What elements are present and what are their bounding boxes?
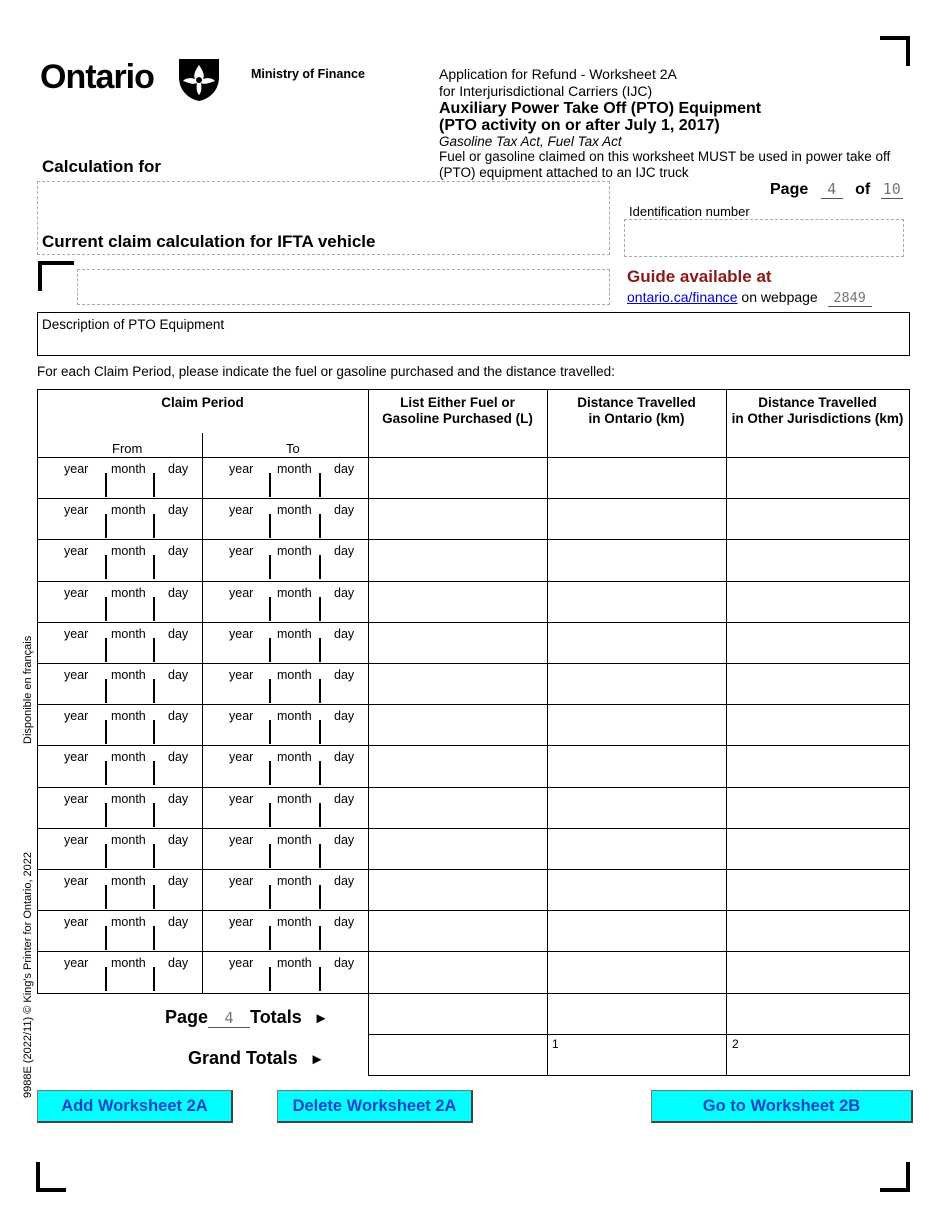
page-totals-totals: Totals — [250, 1007, 302, 1027]
claim-period-field[interactable] — [38, 582, 368, 622]
from-month-label: month — [111, 709, 146, 723]
claim-period-field[interactable] — [38, 829, 368, 869]
to-year-label: year — [229, 792, 254, 806]
to-month-label: month — [277, 956, 312, 970]
from-month-label: month — [111, 503, 146, 517]
to-day-label: day — [334, 874, 355, 888]
from-year-label: year — [64, 627, 89, 641]
on-webpage-label: on webpage — [741, 289, 818, 305]
fuel-purchased-field[interactable] — [369, 705, 547, 745]
from-month-label: month — [111, 915, 146, 929]
distance-ontario-field[interactable] — [548, 540, 726, 581]
to-day-label: day — [334, 627, 355, 641]
fuel-purchased-field[interactable] — [369, 788, 547, 828]
from-header: From — [112, 441, 143, 456]
from-year-label: year — [64, 915, 89, 929]
grand-total-fuel-field[interactable] — [369, 1035, 547, 1075]
claim-table — [37, 389, 910, 1076]
fuel-header-line-1: List Either Fuel or — [400, 395, 515, 410]
claim-period-field[interactable] — [38, 499, 368, 539]
other-column-header — [726, 395, 909, 427]
from-month-label: month — [111, 627, 146, 641]
to-month-label: month — [277, 709, 312, 723]
page-totals-arrow: ► — [313, 1010, 329, 1027]
table-border-right — [909, 389, 910, 1076]
distance-other-field[interactable] — [727, 540, 909, 581]
distance-other-field[interactable] — [727, 788, 909, 828]
to-year-label: year — [229, 956, 254, 970]
claim-period-field[interactable] — [38, 664, 368, 704]
ministry-name: Ministry of Finance — [251, 67, 365, 81]
grand-totals-ref-1: 1 — [552, 1037, 559, 1051]
to-year-label: year — [229, 462, 254, 476]
distance-ontario-field[interactable] — [548, 458, 726, 498]
fuel-purchased-field[interactable] — [369, 540, 547, 581]
header-note-2: (PTO) equipment attached to an IJC truck — [439, 165, 689, 180]
claim-title: Current claim calculation for IFTA vehicle — [42, 232, 376, 251]
to-day-label: day — [334, 462, 355, 476]
corner-mark-top-right — [880, 36, 910, 66]
to-month-label: month — [277, 874, 312, 888]
header-title-1: Auxiliary Power Take Off (PTO) Equipment — [439, 100, 762, 117]
claim-period-field[interactable] — [38, 540, 368, 581]
to-day-label: day — [334, 956, 355, 970]
to-month-label: month — [277, 750, 312, 764]
to-year-label: year — [229, 544, 254, 558]
page-totals-label — [165, 1007, 328, 1028]
from-month-label: month — [111, 833, 146, 847]
page-total-field[interactable]: 10 — [882, 180, 901, 198]
claim-period-field[interactable] — [38, 746, 368, 787]
form-header — [439, 66, 919, 181]
to-month-label: month — [277, 462, 312, 476]
page-totals-page: Page — [165, 1007, 209, 1027]
page-totals-num: 4 — [208, 1009, 250, 1028]
from-day-label: day — [168, 627, 189, 641]
claim-period-field[interactable] — [38, 911, 368, 951]
goto-worksheet-2b-button[interactable]: Go to Worksheet 2B — [651, 1090, 913, 1123]
to-month-label: month — [277, 915, 312, 929]
distance-ontario-field[interactable] — [548, 952, 726, 993]
from-day-label: day — [168, 792, 189, 806]
grand-total-other-field[interactable] — [727, 1035, 909, 1075]
guide-title: Guide available at — [627, 267, 772, 286]
fuel-header-line-2: Gasoline Purchased (L) — [382, 411, 533, 426]
corner-mark-bottom-left — [36, 1162, 66, 1192]
to-month-label: month — [277, 544, 312, 558]
guide-link[interactable]: ontario.ca/finance — [627, 289, 738, 305]
header-note-1: Fuel or gasoline claimed on this worksheet MUST be used in power take off — [439, 149, 891, 164]
corner-mark-bottom-right — [880, 1162, 910, 1192]
guide-link-line — [627, 289, 872, 307]
page-total-fuel-field[interactable] — [369, 994, 547, 1034]
from-year-label: year — [64, 709, 89, 723]
from-year-label: year — [64, 792, 89, 806]
fuel-purchased-field[interactable] — [369, 499, 547, 539]
other-header-line-1: Distance Travelled — [758, 395, 877, 410]
from-month-label: month — [111, 956, 146, 970]
page-total-ontario-field[interactable] — [548, 994, 726, 1034]
distance-other-field[interactable] — [727, 911, 909, 951]
distance-other-field[interactable] — [727, 746, 909, 787]
ontario-logo-text: Ontario — [40, 58, 154, 96]
page-of-label: of — [855, 181, 871, 198]
distance-ontario-field[interactable] — [548, 746, 726, 787]
distance-other-field[interactable] — [727, 705, 909, 745]
grand-total-ontario-field[interactable] — [548, 1035, 726, 1075]
distance-ontario-field[interactable] — [548, 788, 726, 828]
to-day-label: day — [334, 668, 355, 682]
to-day-label: day — [334, 709, 355, 723]
page-label: Page — [770, 181, 809, 198]
distance-other-field[interactable] — [727, 499, 909, 539]
distance-ontario-field[interactable] — [548, 870, 726, 910]
from-day-label: day — [168, 544, 189, 558]
from-month-label: month — [111, 750, 146, 764]
from-year-label: year — [64, 503, 89, 517]
header-line-2: for Interjurisdictional Carriers (IJC) — [439, 83, 653, 99]
from-month-label: month — [111, 544, 146, 558]
copyright-note: 9988E (2022/11) © King's Printer for Ontario, 2022 — [22, 851, 34, 1098]
from-year-label: year — [64, 668, 89, 682]
header-title-2: (PTO activity on or after July 1, 2017) — [439, 117, 720, 134]
calculation-for-label: Calculation for — [42, 157, 162, 176]
corner-mark-left — [38, 261, 74, 291]
to-year-label: year — [229, 503, 254, 517]
ontario-header-line-1: Distance Travelled — [577, 395, 696, 410]
distance-ontario-field[interactable] — [548, 705, 726, 745]
distance-ontario-field[interactable] — [548, 582, 726, 622]
trillium-logo-icon — [175, 55, 223, 103]
fuel-purchased-field[interactable] — [369, 458, 547, 498]
page-total-other-field[interactable] — [727, 994, 909, 1034]
from-month-label: month — [111, 668, 146, 682]
from-day-label: day — [168, 874, 189, 888]
to-month-label: month — [277, 668, 312, 682]
from-day-label: day — [168, 956, 189, 970]
to-month-label: month — [277, 503, 312, 517]
vehicle-field[interactable] — [77, 269, 610, 305]
fuel-purchased-field[interactable] — [369, 746, 547, 787]
from-day-label: day — [168, 503, 189, 517]
from-day-label: day — [168, 586, 189, 600]
to-year-label: year — [229, 668, 254, 682]
distance-other-field[interactable] — [727, 458, 909, 498]
claim-period-field[interactable] — [38, 788, 368, 828]
to-day-label: day — [334, 833, 355, 847]
from-year-label: year — [64, 462, 89, 476]
header-line-1: Application for Refund - Worksheet 2A — [439, 66, 677, 82]
other-header-line-2: in Other Jurisdictions (km) — [731, 411, 904, 426]
to-month-label: month — [277, 792, 312, 806]
fuel-purchased-field[interactable] — [369, 829, 547, 869]
fuel-purchased-field[interactable] — [369, 582, 547, 622]
claim-period-field[interactable] — [38, 458, 368, 498]
grand-totals-arrow: ► — [309, 1051, 325, 1068]
fuel-purchased-field[interactable] — [369, 870, 547, 910]
to-day-label: day — [334, 586, 355, 600]
distance-ontario-field[interactable] — [548, 829, 726, 869]
pto-description-label: Description of PTO Equipment — [42, 317, 225, 332]
claim-period-field[interactable] — [38, 952, 368, 993]
grand-totals-label — [188, 1048, 324, 1069]
to-day-label: day — [334, 792, 355, 806]
distance-ontario-field[interactable] — [548, 911, 726, 951]
add-worksheet-button[interactable]: Add Worksheet 2A — [37, 1090, 233, 1123]
page-indicator — [770, 180, 903, 199]
fuel-column-header — [368, 395, 547, 427]
distance-ontario-field[interactable] — [548, 499, 726, 539]
table-border-top — [37, 389, 910, 390]
from-year-label: year — [64, 956, 89, 970]
to-year-label: year — [229, 915, 254, 929]
instruction-text: For each Claim Period, please indicate the fuel or gasoline purchased and the distance travelled: — [37, 364, 615, 379]
from-year-label: year — [64, 586, 89, 600]
claim-period-field[interactable] — [38, 870, 368, 910]
fuel-purchased-field[interactable] — [369, 623, 547, 663]
from-year-label: year — [64, 544, 89, 558]
to-header: To — [286, 441, 300, 456]
to-month-label: month — [277, 586, 312, 600]
to-year-label: year — [229, 750, 254, 764]
distance-other-field[interactable] — [727, 870, 909, 910]
grand-totals-ref-2: 2 — [732, 1037, 739, 1051]
fuel-purchased-field[interactable] — [369, 664, 547, 704]
distance-other-field[interactable] — [727, 623, 909, 663]
header-acts: Gasoline Tax Act, Fuel Tax Act — [439, 134, 622, 149]
to-day-label: day — [334, 503, 355, 517]
to-day-label: day — [334, 544, 355, 558]
from-month-label: month — [111, 462, 146, 476]
identification-number-field[interactable] — [624, 219, 904, 257]
distance-ontario-field[interactable] — [548, 664, 726, 704]
claim-period-header: Claim Period — [161, 395, 244, 410]
ontario-column-header — [547, 395, 726, 427]
from-day-label: day — [168, 462, 189, 476]
to-year-label: year — [229, 709, 254, 723]
to-month-label: month — [277, 627, 312, 641]
from-day-label: day — [168, 833, 189, 847]
to-year-label: year — [229, 627, 254, 641]
distance-ontario-field[interactable] — [548, 623, 726, 663]
distance-other-field[interactable] — [727, 582, 909, 622]
identification-label: Identification number — [629, 204, 750, 219]
from-day-label: day — [168, 750, 189, 764]
to-day-label: day — [334, 915, 355, 929]
fuel-purchased-field[interactable] — [369, 952, 547, 993]
from-month-label: month — [111, 586, 146, 600]
fuel-purchased-field[interactable] — [369, 911, 547, 951]
ontario-header-line-2: in Ontario (km) — [588, 411, 685, 426]
from-month-label: month — [111, 792, 146, 806]
to-year-label: year — [229, 833, 254, 847]
to-year-label: year — [229, 874, 254, 888]
page-number-field[interactable]: 4 — [821, 180, 843, 199]
to-year-label: year — [229, 586, 254, 600]
from-day-label: day — [168, 915, 189, 929]
claim-period-field[interactable] — [38, 623, 368, 663]
from-year-label: year — [64, 833, 89, 847]
distance-other-field[interactable] — [727, 829, 909, 869]
from-day-label: day — [168, 709, 189, 723]
from-year-label: year — [64, 874, 89, 888]
grand-totals-text: Grand Totals — [188, 1048, 298, 1068]
to-day-label: day — [334, 750, 355, 764]
french-availability-note: Disponible en français — [22, 635, 34, 744]
distance-other-field[interactable] — [727, 952, 909, 993]
table-border-bottom — [368, 1075, 910, 1076]
delete-worksheet-button[interactable]: Delete Worksheet 2A — [277, 1090, 473, 1123]
claim-period-field[interactable] — [38, 705, 368, 745]
from-day-label: day — [168, 668, 189, 682]
distance-other-field[interactable] — [727, 664, 909, 704]
from-month-label: month — [111, 874, 146, 888]
webpage-number: 2849 — [828, 290, 872, 307]
from-year-label: year — [64, 750, 89, 764]
to-month-label: month — [277, 833, 312, 847]
